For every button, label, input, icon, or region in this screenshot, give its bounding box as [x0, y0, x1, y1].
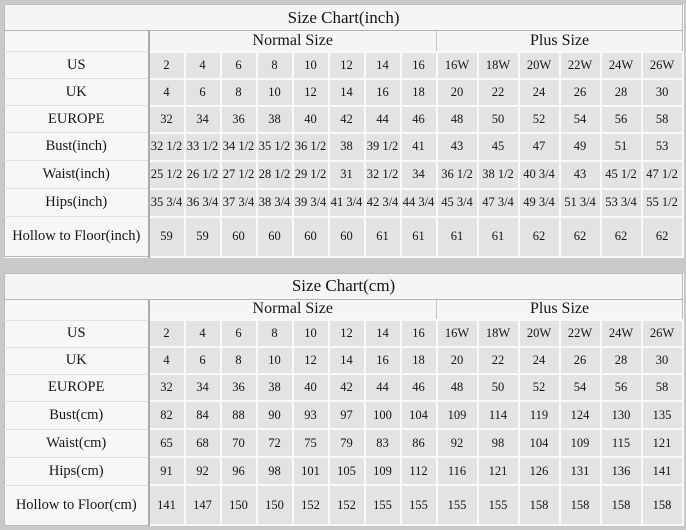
- size-cell: 61: [365, 217, 401, 257]
- size-cell: 119: [519, 401, 560, 429]
- size-cell: 32: [149, 374, 185, 401]
- size-cell: 26: [560, 347, 601, 374]
- column-group-plus-size: Plus Size: [437, 299, 683, 320]
- size-cell: 51 3/4: [560, 189, 601, 217]
- size-cell: 79: [329, 429, 365, 457]
- size-cell: 88: [221, 401, 257, 429]
- size-cell: 18: [401, 79, 437, 106]
- size-cell: 60: [329, 217, 365, 257]
- size-cell: 8: [221, 79, 257, 106]
- size-cell: 44: [365, 106, 401, 133]
- size-cell: 10: [257, 79, 293, 106]
- size-cell: 100: [365, 401, 401, 429]
- size-cell: 45 3/4: [437, 189, 478, 217]
- size-cell: 30: [642, 79, 683, 106]
- size-cell: 20W: [519, 52, 560, 79]
- size-cell: 42 3/4: [365, 189, 401, 217]
- size-cell: 4: [149, 347, 185, 374]
- size-cell: 2: [149, 52, 185, 79]
- size-cell: 96: [221, 457, 257, 485]
- size-cell: 6: [185, 347, 221, 374]
- size-cell: 92: [437, 429, 478, 457]
- size-cell: 155: [478, 485, 519, 525]
- row-waist-cm: [5, 429, 683, 457]
- size-cell: 62: [642, 217, 683, 257]
- row-label: UK: [5, 79, 149, 106]
- size-cell: 109: [560, 429, 601, 457]
- size-cell: 36 1/2: [437, 161, 478, 189]
- size-cell: 92: [185, 457, 221, 485]
- size-cell: 75: [293, 429, 329, 457]
- size-cell: 50: [478, 374, 519, 401]
- column-group-normal-size: Normal Size: [149, 299, 437, 320]
- size-cell: 34: [401, 161, 437, 189]
- row-us: [5, 52, 683, 79]
- size-cell: 30: [642, 347, 683, 374]
- size-cell: 115: [601, 429, 642, 457]
- size-cell: 54: [560, 106, 601, 133]
- row-label: Waist(inch): [5, 161, 149, 189]
- size-cell: 155: [365, 485, 401, 525]
- size-cell: 29 1/2: [293, 161, 329, 189]
- size-cell: 47 1/2: [642, 161, 683, 189]
- size-cell: 121: [642, 429, 683, 457]
- size-cell: 10: [293, 52, 329, 79]
- size-cell: 141: [642, 457, 683, 485]
- row-hips-inch: [5, 189, 683, 217]
- size-cell: 39 3/4: [293, 189, 329, 217]
- table-title-row: [5, 273, 683, 299]
- row-bust-inch: [5, 133, 683, 161]
- row-label: Hips(inch): [5, 189, 149, 217]
- size-cell: 18: [401, 347, 437, 374]
- size-cell: 61: [478, 217, 519, 257]
- size-cell: 20W: [519, 320, 560, 347]
- size-cell: 12: [293, 79, 329, 106]
- size-cell: 27 1/2: [221, 161, 257, 189]
- row-hips-cm: [5, 457, 683, 485]
- size-cell: 98: [257, 457, 293, 485]
- size-cell: 48: [437, 106, 478, 133]
- corner-cell: [5, 31, 149, 52]
- size-cell: 72: [257, 429, 293, 457]
- size-cell: 20: [437, 79, 478, 106]
- size-cell: 4: [185, 320, 221, 347]
- size-cell: 44: [365, 374, 401, 401]
- row-label: Waist(cm): [5, 429, 149, 457]
- size-cell: 68: [185, 429, 221, 457]
- size-cell: 34: [185, 374, 221, 401]
- table-title-row: [5, 5, 683, 31]
- size-cell: 38 3/4: [257, 189, 293, 217]
- size-cell: 38: [257, 374, 293, 401]
- size-cell: 24: [519, 79, 560, 106]
- size-cell: 60: [293, 217, 329, 257]
- size-cell: 114: [478, 401, 519, 429]
- size-cell: 54: [560, 374, 601, 401]
- size-cell: 158: [642, 485, 683, 525]
- size-cell: 16: [365, 79, 401, 106]
- size-cell: 86: [401, 429, 437, 457]
- size-cell: 60: [221, 217, 257, 257]
- row-bust-cm: [5, 401, 683, 429]
- size-cell: 48: [437, 374, 478, 401]
- size-cell: 53: [642, 133, 683, 161]
- size-cell: 14: [329, 347, 365, 374]
- row-label: Bust(inch): [5, 133, 149, 161]
- size-cell: 41 3/4: [329, 189, 365, 217]
- size-cell: 136: [601, 457, 642, 485]
- size-cell: 135: [642, 401, 683, 429]
- size-cell: 70: [221, 429, 257, 457]
- size-cell: 36: [221, 106, 257, 133]
- column-group-row: [5, 299, 683, 320]
- size-cell: 26: [560, 79, 601, 106]
- size-cell: 4: [185, 52, 221, 79]
- row-label: UK: [5, 347, 149, 374]
- size-cell: 47 3/4: [478, 189, 519, 217]
- size-cell: 101: [293, 457, 329, 485]
- size-cell: 4: [149, 79, 185, 106]
- row-label: EUROPE: [5, 374, 149, 401]
- size-cell: 52: [519, 106, 560, 133]
- size-cell: 65: [149, 429, 185, 457]
- size-cell: 8: [257, 320, 293, 347]
- size-cell: 32: [149, 106, 185, 133]
- size-cell: 158: [519, 485, 560, 525]
- size-cell: 90: [257, 401, 293, 429]
- size-cell: 28: [601, 347, 642, 374]
- size-cell: 42: [329, 106, 365, 133]
- size-cell: 6: [221, 52, 257, 79]
- size-cell: 8: [257, 52, 293, 79]
- size-cell: 82: [149, 401, 185, 429]
- size-cell: 40: [293, 374, 329, 401]
- size-cell: 38 1/2: [478, 161, 519, 189]
- size-cell: 45: [478, 133, 519, 161]
- row-waist-inch: [5, 161, 683, 189]
- row-hollow-to-floor-inch: [5, 217, 683, 257]
- size-cell: 39 1/2: [365, 133, 401, 161]
- size-cell: 35 1/2: [257, 133, 293, 161]
- size-cell: 150: [221, 485, 257, 525]
- size-cell: 97: [329, 401, 365, 429]
- size-cell: 16: [401, 320, 437, 347]
- size-cell: 130: [601, 401, 642, 429]
- size-cell: 45 1/2: [601, 161, 642, 189]
- size-cell: 112: [401, 457, 437, 485]
- size-cell: 109: [437, 401, 478, 429]
- size-cell: 50: [478, 106, 519, 133]
- size-cell: 62: [601, 217, 642, 257]
- size-cell: 16W: [437, 320, 478, 347]
- size-cell: 98: [478, 429, 519, 457]
- size-cell: 56: [601, 374, 642, 401]
- size-cell: 12: [329, 52, 365, 79]
- size-cell: 83: [365, 429, 401, 457]
- row-uk: [5, 347, 683, 374]
- size-cell: 55 1/2: [642, 189, 683, 217]
- row-us: [5, 320, 683, 347]
- size-cell: 61: [401, 217, 437, 257]
- size-cell: 10: [293, 320, 329, 347]
- size-cell: 124: [560, 401, 601, 429]
- row-europe: [5, 106, 683, 133]
- size-cell: 61: [437, 217, 478, 257]
- size-cell: 33 1/2: [185, 133, 221, 161]
- row-europe: [5, 374, 683, 401]
- size-cell: 51: [601, 133, 642, 161]
- size-chart-cm-table: [4, 273, 684, 527]
- size-cell: 58: [642, 374, 683, 401]
- size-cell: 26W: [642, 52, 683, 79]
- size-cell: 2: [149, 320, 185, 347]
- size-cell: 126: [519, 457, 560, 485]
- size-cell: 40 3/4: [519, 161, 560, 189]
- size-cell: 62: [560, 217, 601, 257]
- size-cell: 38: [329, 133, 365, 161]
- size-cell: 24: [519, 347, 560, 374]
- size-cell: 22W: [560, 320, 601, 347]
- size-cell: 116: [437, 457, 478, 485]
- size-cell: 16W: [437, 52, 478, 79]
- size-cell: 16: [401, 52, 437, 79]
- size-cell: 22: [478, 347, 519, 374]
- size-cell: 59: [185, 217, 221, 257]
- size-cell: 56: [601, 106, 642, 133]
- size-cell: 53 3/4: [601, 189, 642, 217]
- size-cell: 26W: [642, 320, 683, 347]
- size-cell: 43: [560, 161, 601, 189]
- size-cell: 12: [329, 320, 365, 347]
- size-cell: 150: [257, 485, 293, 525]
- size-cell: 152: [329, 485, 365, 525]
- size-cell: 93: [293, 401, 329, 429]
- size-cell: 104: [519, 429, 560, 457]
- size-cell: 84: [185, 401, 221, 429]
- column-group-plus-size: Plus Size: [437, 31, 683, 52]
- size-cell: 16: [365, 347, 401, 374]
- size-cell: 47: [519, 133, 560, 161]
- size-cell: 28: [601, 79, 642, 106]
- size-cell: 152: [293, 485, 329, 525]
- size-cell: 12: [293, 347, 329, 374]
- size-cell: 155: [437, 485, 478, 525]
- size-cell: 25 1/2: [149, 161, 185, 189]
- size-cell: 38: [257, 106, 293, 133]
- size-cell: 6: [221, 320, 257, 347]
- size-cell: 52: [519, 374, 560, 401]
- row-hollow-to-floor-cm: [5, 485, 683, 525]
- corner-cell: [5, 299, 149, 320]
- size-cell: 8: [221, 347, 257, 374]
- size-cell: 34 1/2: [221, 133, 257, 161]
- size-cell: 42: [329, 374, 365, 401]
- size-cell: 44 3/4: [401, 189, 437, 217]
- size-cell: 6: [185, 79, 221, 106]
- table-title: Size Chart(inch): [5, 5, 683, 31]
- size-cell: 20: [437, 347, 478, 374]
- row-label: Hollow to Floor(inch): [5, 217, 149, 257]
- size-cell: 14: [365, 320, 401, 347]
- table-title: Size Chart(cm): [5, 273, 683, 299]
- column-group-normal-size: Normal Size: [149, 31, 437, 52]
- size-cell: 60: [257, 217, 293, 257]
- size-cell: 10: [257, 347, 293, 374]
- size-chart-inch-table: [4, 4, 684, 258]
- size-cell: 109: [365, 457, 401, 485]
- size-cell: 14: [329, 79, 365, 106]
- size-cell: 141: [149, 485, 185, 525]
- size-cell: 105: [329, 457, 365, 485]
- size-cell: 24W: [601, 52, 642, 79]
- column-group-row: [5, 31, 683, 52]
- size-cell: 43: [437, 133, 478, 161]
- size-cell: 36 1/2: [293, 133, 329, 161]
- row-label: EUROPE: [5, 106, 149, 133]
- size-cell: 41: [401, 133, 437, 161]
- size-cell: 18W: [478, 320, 519, 347]
- size-cell: 155: [401, 485, 437, 525]
- size-cell: 32 1/2: [365, 161, 401, 189]
- row-label: Hollow to Floor(cm): [5, 485, 149, 525]
- size-cell: 18W: [478, 52, 519, 79]
- size-cell: 49: [560, 133, 601, 161]
- size-cell: 131: [560, 457, 601, 485]
- size-cell: 37 3/4: [221, 189, 257, 217]
- size-cell: 40: [293, 106, 329, 133]
- size-cell: 32 1/2: [149, 133, 185, 161]
- size-cell: 121: [478, 457, 519, 485]
- size-cell: 36 3/4: [185, 189, 221, 217]
- size-cell: 22: [478, 79, 519, 106]
- size-cell: 35 3/4: [149, 189, 185, 217]
- size-cell: 26 1/2: [185, 161, 221, 189]
- size-cell: 104: [401, 401, 437, 429]
- size-cell: 22W: [560, 52, 601, 79]
- row-label: Bust(cm): [5, 401, 149, 429]
- size-cell: 34: [185, 106, 221, 133]
- size-cell: 58: [642, 106, 683, 133]
- size-cell: 49 3/4: [519, 189, 560, 217]
- size-cell: 158: [560, 485, 601, 525]
- row-label: Hips(cm): [5, 457, 149, 485]
- row-label: US: [5, 52, 149, 79]
- size-cell: 59: [149, 217, 185, 257]
- size-cell: 24W: [601, 320, 642, 347]
- size-cell: 158: [601, 485, 642, 525]
- size-cell: 62: [519, 217, 560, 257]
- size-cell: 14: [365, 52, 401, 79]
- size-cell: 91: [149, 457, 185, 485]
- size-cell: 36: [221, 374, 257, 401]
- size-cell: 31: [329, 161, 365, 189]
- row-label: US: [5, 320, 149, 347]
- size-cell: 147: [185, 485, 221, 525]
- size-cell: 46: [401, 374, 437, 401]
- size-cell: 46: [401, 106, 437, 133]
- size-cell: 28 1/2: [257, 161, 293, 189]
- row-uk: [5, 79, 683, 106]
